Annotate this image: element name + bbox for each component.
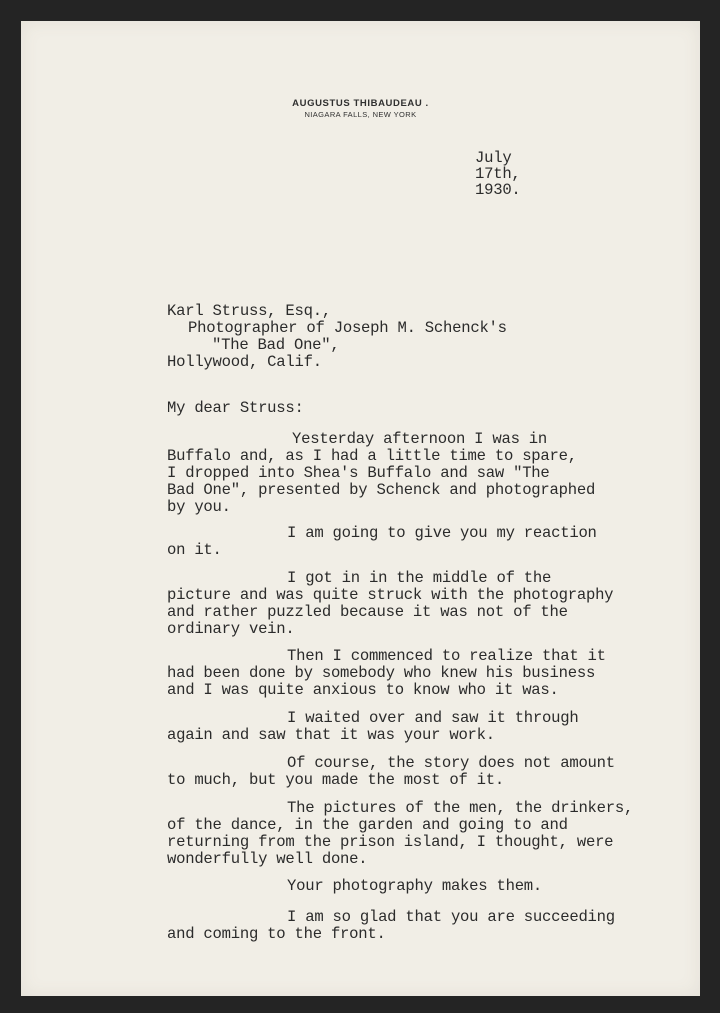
address-line: Hollywood, Calif.: [167, 353, 322, 371]
body-line: I am going to give you my reaction: [287, 524, 597, 542]
body-line: returning from the prison island, I thought, were: [167, 833, 614, 851]
body-line: Of course, the story does not amount: [287, 754, 615, 772]
body-line: Yesterday afternoon I was in: [292, 430, 548, 448]
body-line: and coming to the front.: [167, 925, 386, 943]
body-line: again and saw that it was your work.: [167, 726, 495, 744]
date-line: July: [475, 149, 512, 167]
body-line: wonderfully well done.: [167, 850, 368, 868]
body-line: I waited over and saw it through: [287, 709, 579, 727]
body-line: by you.: [167, 498, 231, 516]
body-line: and I was quite anxious to know who it was.: [167, 681, 559, 699]
letterhead-place: NIAGARA FALLS, NEW YORK: [304, 110, 417, 119]
address-line: "The Bad One",: [212, 336, 340, 354]
body-line: Buffalo and, as I had a little time to spare,: [167, 447, 577, 465]
body-line: had been done by somebody who knew his business: [167, 664, 596, 682]
body-line: I am so glad that you are succeeding: [287, 908, 615, 926]
salutation: My dear Struss:: [167, 399, 304, 417]
date-line: 1930.: [475, 181, 521, 199]
body-line: ordinary vein.: [167, 620, 295, 638]
body-line: and rather puzzled because it was not of the: [167, 603, 568, 621]
body-line: I dropped into Shea's Buffalo and saw "The: [167, 464, 550, 482]
body-line: picture and was quite struck with the photography: [167, 586, 614, 604]
body-line: on it.: [167, 541, 222, 559]
body-line: I got in in the middle of the: [287, 569, 552, 587]
address-line: Karl Struss, Esq.,: [167, 302, 331, 320]
body-line: Bad One", presented by Schenck and photographed: [167, 481, 596, 499]
body-line: of the dance, in the garden and going to and: [167, 816, 568, 834]
letterhead-name: AUGUSTUS THIBAUDEAU .: [292, 98, 429, 109]
letter-page: [21, 21, 700, 996]
date-line: 17th,: [475, 165, 521, 183]
address-line: Photographer of Joseph M. Schenck's: [188, 319, 507, 337]
body-line: Then I commenced to realize that it: [287, 647, 606, 665]
body-line: The pictures of the men, the drinkers,: [287, 799, 634, 817]
body-line: to much, but you made the most of it.: [167, 771, 504, 789]
body-line: Your photography makes them.: [287, 877, 543, 895]
